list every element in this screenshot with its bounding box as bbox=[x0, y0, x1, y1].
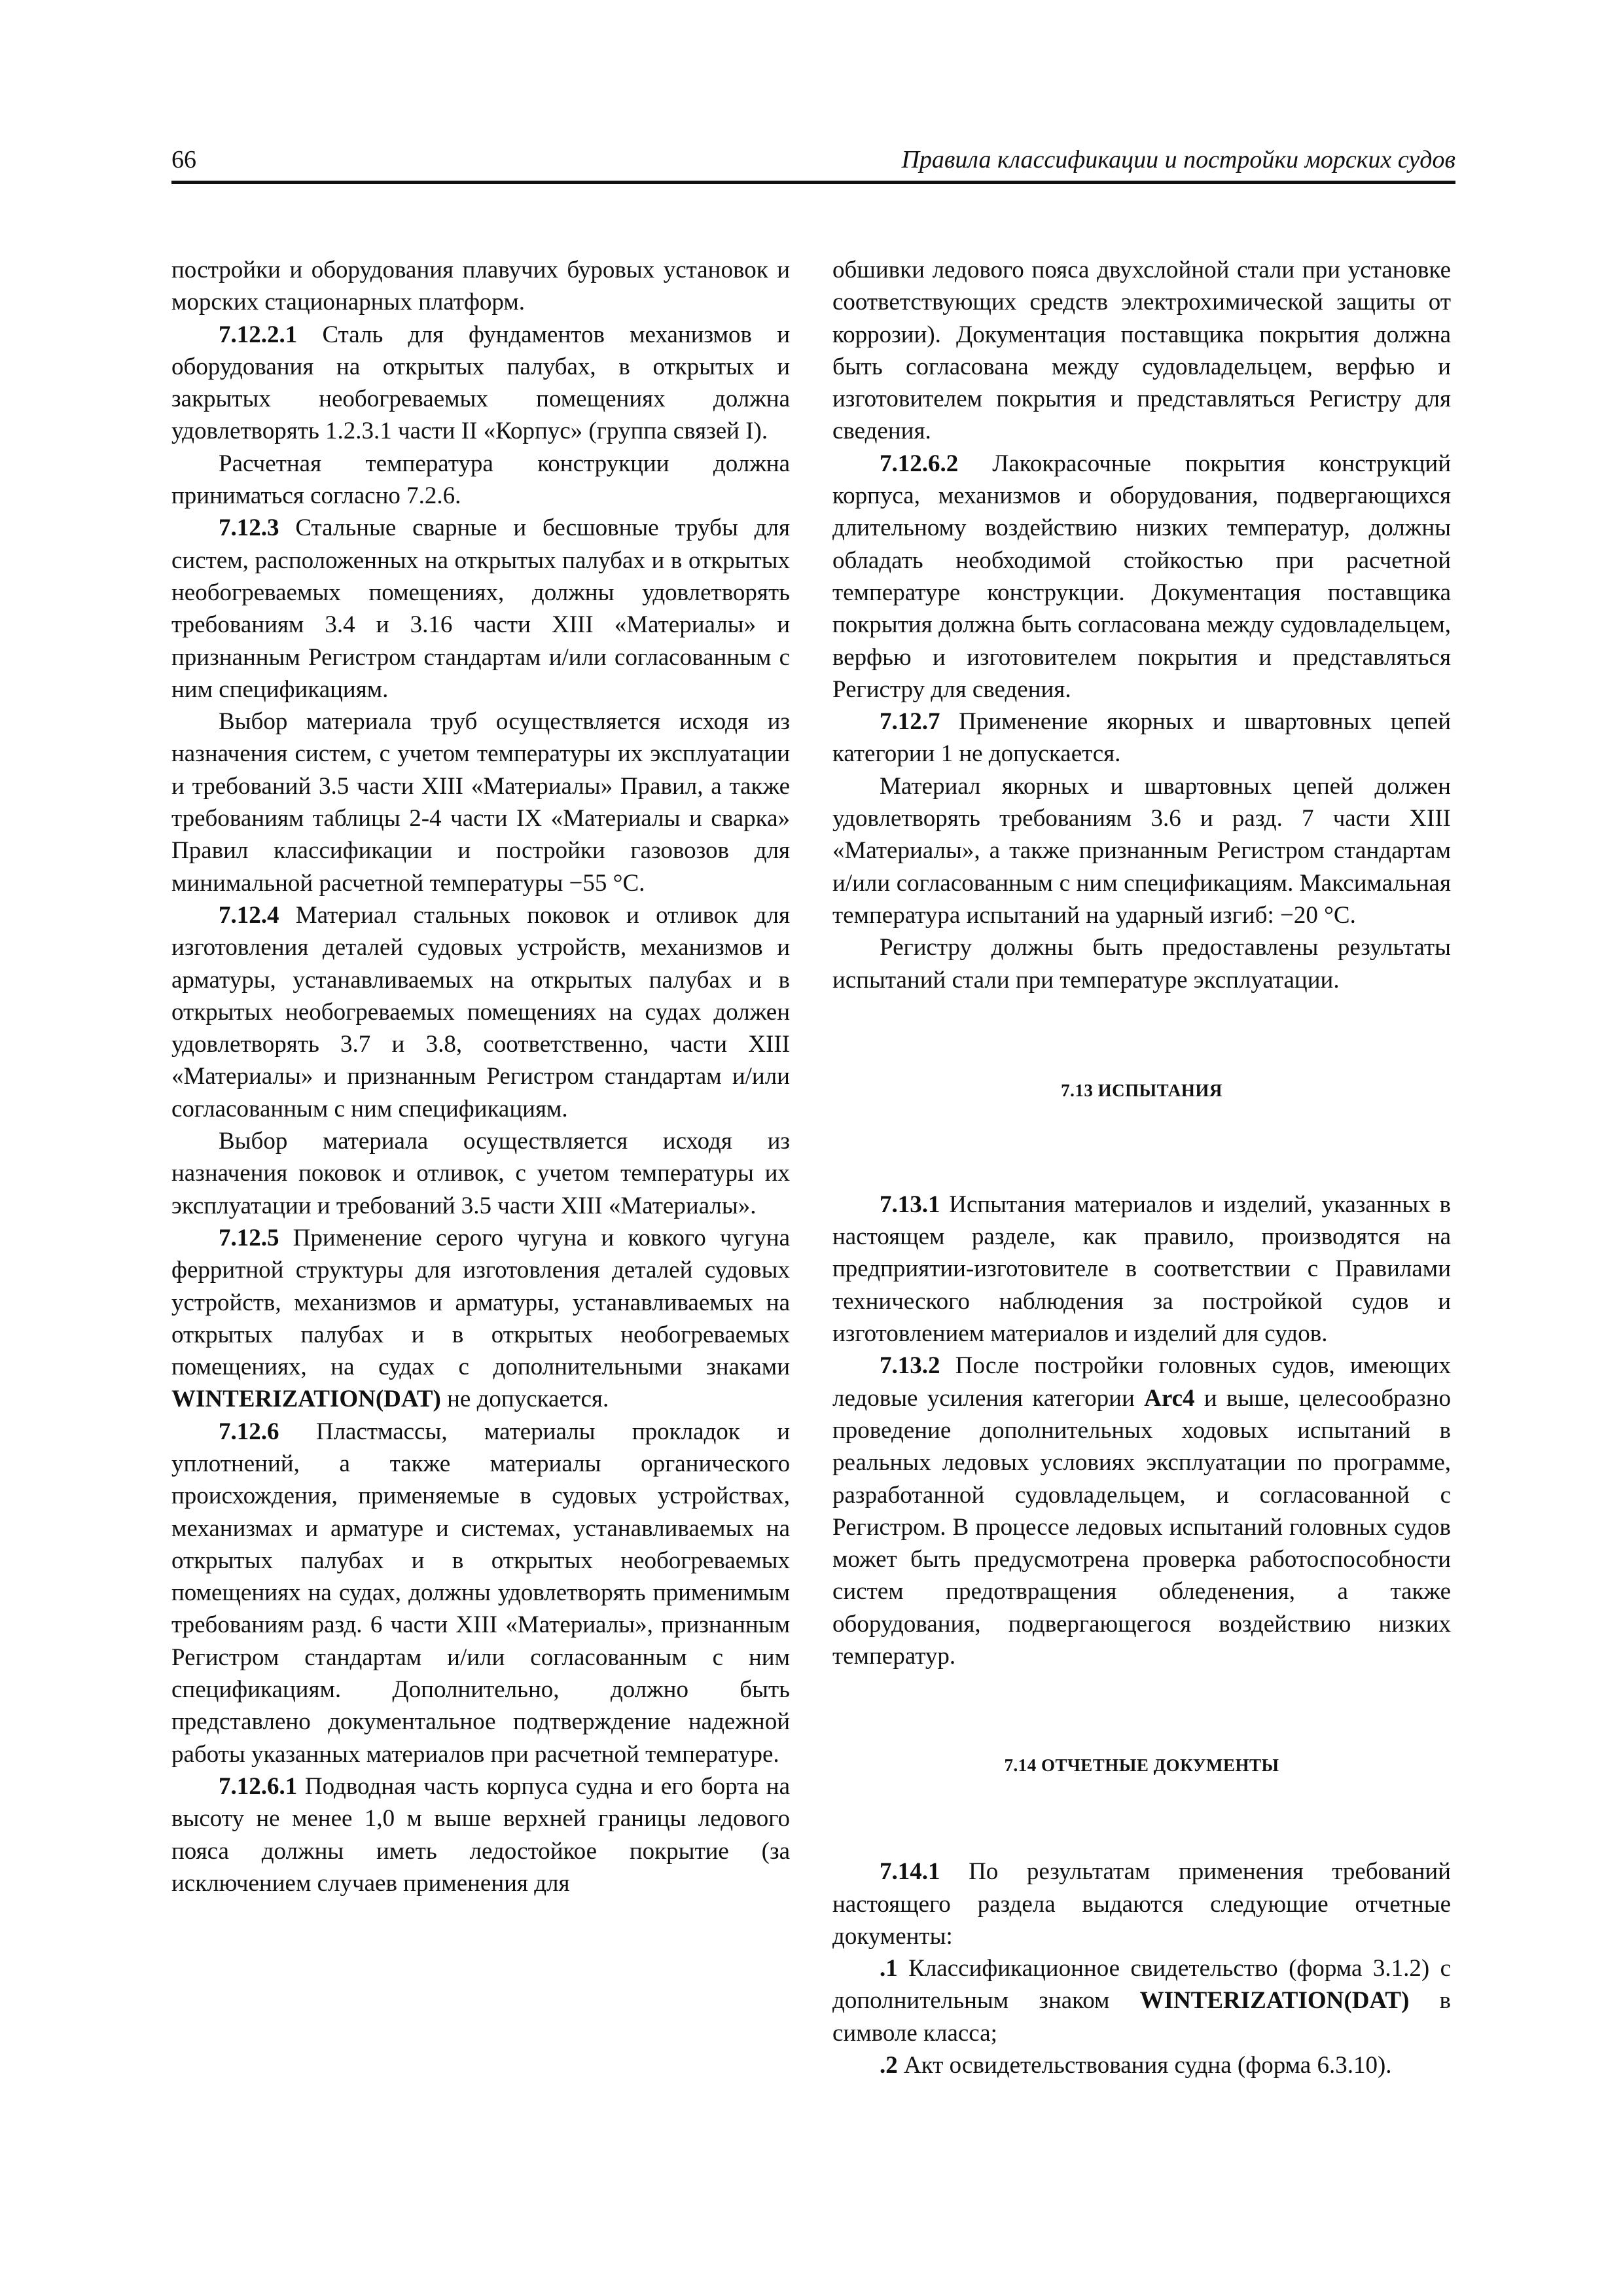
paragraph-7-14-1 bbox=[832, 1856, 1451, 1952]
clause-number: 7.12.4 bbox=[219, 901, 279, 929]
paragraph-text: Сталь для фундаментов механизмов и оборудования на открытых палубах, в открытых и закрытых необогреваемых помещениях должна удовлетворять 1.2.3.1 части II «Корпус» (группа связей I). bbox=[171, 321, 790, 445]
right-column bbox=[832, 254, 1451, 2081]
paragraph-7-12-2-1 bbox=[171, 319, 790, 448]
paragraph-text: Применение якорных и швартовных цепей категории 1 не допускается. bbox=[832, 708, 1451, 768]
running-title: Правила классификации и постройки морских судов bbox=[901, 146, 1455, 173]
paragraph-forging-material bbox=[171, 1125, 790, 1222]
paragraph-text: После постройки головных судов, имеющих ледовые усиления категории bbox=[832, 1352, 1451, 1412]
paragraph-text: Материал якорных и швартовных цепей должен удовлетворять требованиям 3.6 и разд. 7 части XIII «Материалы», а также признанным Регистром стандартам и/или согласованным с ним спецификациям. Максимальная температура испытаний на ударный изгиб: −20 °C. bbox=[832, 772, 1451, 929]
paragraph-chain-material bbox=[832, 770, 1451, 931]
paragraph-7-12-6-1 bbox=[171, 1770, 790, 1899]
paragraph-text: постройки и оборудования плавучих буровых установок и морских стационарных платформ. bbox=[171, 257, 790, 316]
paragraph-7-12-6-2 bbox=[832, 448, 1451, 706]
paragraph-7-12-7 bbox=[832, 706, 1451, 770]
section-heading-7-13: 7.13 ИСПЫТАНИЯ bbox=[1061, 1080, 1222, 1100]
paragraph-text: Стальные сварные и бесшовные трубы для систем, расположенных на открытых палубах и в открытых необогреваемых помещениях, должны удовлетворять требованиям 3.4 и 3.16 части XIII «Материалы» и признанным Регистром стандартам и/или согласованным с ним спецификациям. bbox=[171, 514, 790, 703]
section-heading-7-14: 7.14 ОТЧЕТНЫЕ ДОКУМЕНТЫ bbox=[1004, 1755, 1279, 1776]
class-notation: WINTERIZATION(DAT) bbox=[171, 1386, 441, 1413]
paragraph-text: Материал стальных поковок и отливок для изготовления деталей судовых устройств, механизмов и арматуры, устанавливаемых на открытых палубах и в открытых необогреваемых помещениях на судах должен удовлетворять 3.7 и 3.8, соответственно, части XIII «Материалы» и признанным Регистром стандартам и/или согласованным с ним спецификациям. bbox=[171, 901, 790, 1122]
paragraph-text: Выбор материала осуществляется исходя из назначения поковок и отливок, с учетом температуры их эксплуатации и требований 3.5 части XIII «Материалы». bbox=[171, 1128, 790, 1219]
paragraph-continued bbox=[171, 254, 790, 319]
clause-number: 7.14.1 bbox=[880, 1858, 940, 1886]
paragraph-text: Выбор материала труб осуществляется исходя из назначения систем, с учетом температуры их эксплуатации и требований 3.5 части XIII «Материалы» Правил, а также требованиям таблицы 2-4 части IX «Материалы и сварка» Правил классификации и постройки газовозов для минимальной расчетной температуры −55 °C. bbox=[171, 708, 790, 897]
paragraph-continued bbox=[832, 254, 1451, 448]
paragraph-text: Акт освидетельствования судна (форма 6.3.10). bbox=[897, 2052, 1392, 2079]
paragraph-text: Лакокрасочные покрытия конструкций корпуса, механизмов и оборудования, подвергающихся длительному воздействию низких температур, должны обладать необходимой стойкостью при расчетной температуре конструкции. Документация поставщика покрытия должна быть согласована между судовладельцем, верфью и изготовителем покрытия и представляться Регистру для сведения. bbox=[832, 450, 1451, 703]
paragraph-7-13-1 bbox=[832, 1189, 1451, 1350]
paragraph-text: Регистру должны быть предоставлены результаты испытаний стали при температуре эксплуатации. bbox=[832, 934, 1451, 994]
paragraph-text: Подводная часть корпуса судна и его борта на высоту не менее 1,0 м выше верхней границы ледового пояса должны иметь ледостойкое покрытие (за исключением случаев применения для bbox=[171, 1772, 790, 1897]
paragraph-7-12-5 bbox=[171, 1222, 790, 1416]
paragraph-text: не допускается. bbox=[440, 1386, 609, 1413]
clause-number: 7.12.3 bbox=[219, 514, 279, 542]
paragraph-text: По результатам применения требований настоящего раздела выдаются следующие отчетные документы: bbox=[832, 1858, 1451, 1950]
clause-number: 7.13.2 bbox=[880, 1352, 940, 1380]
paragraph-text: и выше, целесообразно проведение дополнительных ходовых испытаний в реальных ледовых условиях эксплуатации по программе, разработанной судовладельцем, и согласованной с Регистром. В процессе ледовых испытаний головных судов может быть предусмотрена проверка работоспособности систем предотвращения обледенения, а также оборудования, подвергающегося воздействию низких температур. bbox=[832, 1384, 1451, 1670]
left-column bbox=[171, 254, 790, 1899]
paragraph-design-temperature bbox=[171, 448, 790, 512]
ice-class-notation: Arc4 bbox=[1144, 1384, 1195, 1412]
list-item-1 bbox=[832, 1952, 1451, 2049]
clause-number: 7.12.2.1 bbox=[219, 321, 298, 348]
paragraph-text: Пластмассы, материалы прокладок и уплотнений, а также материалы органического происхождения, применяемые в судовых устройствах, механизмах и арматуре и системах, устанавливаемых на открытых палубах и в открытых необогреваемых помещениях на судах, должны удовлетворять применимым требованиям разд. 6 части XIII «Материалы», признанным Регистром стандартам и/или согласованным с ним спецификациям. Дополнительно, должно быть представлено документальное подтверждение надежной работы указанных материалов при расчетной температуре. bbox=[171, 1418, 790, 1768]
list-item-number: .2 bbox=[880, 2052, 898, 2079]
paragraph-text: Применение серого чугуна и ковкого чугуна ферритной структуры для изготовления деталей судовых устройств, механизмов и арматуры, устанавливаемых на открытых палубах и в открытых необогреваемых помещениях, на судах с дополнительными знаками bbox=[171, 1224, 790, 1381]
list-item-number: .1 bbox=[880, 1955, 898, 1982]
paragraph-7-12-6 bbox=[171, 1416, 790, 1770]
clause-number: 7.12.7 bbox=[880, 708, 940, 736]
paragraph-test-results bbox=[832, 931, 1451, 996]
clause-number: 7.13.1 bbox=[880, 1191, 940, 1218]
clause-number: 7.12.6.1 bbox=[219, 1772, 298, 1800]
clause-number: 7.12.5 bbox=[219, 1224, 279, 1251]
paragraph-7-12-3 bbox=[171, 512, 790, 706]
paragraph-7-13-2 bbox=[832, 1350, 1451, 1672]
paragraph-text: Расчетная температура конструкции должна приниматься согласно 7.2.6. bbox=[171, 450, 790, 510]
page-number: 66 bbox=[171, 146, 196, 173]
class-notation: WINTERIZATION(DAT) bbox=[1139, 1987, 1410, 2015]
paragraph-text: обшивки ледового пояса двухслойной стали при установке соответствующих средств электрохимической защиты от коррозии). Документация поставщика покрытия должна быть согласована между судовладельцем, верфью и изготовителем покрытия и представляться Регистру для сведения. bbox=[832, 257, 1451, 445]
paragraph-text: в символе класса; bbox=[832, 1987, 1451, 2047]
paragraph-text: Классификационное свидетельство (форма 3.1.2) с дополнительным знаком bbox=[832, 1955, 1451, 2015]
clause-number: 7.12.6 bbox=[219, 1418, 279, 1445]
paragraph-text: Испытания материалов и изделий, указанных в настоящем разделе, как правило, производятся на предприятии-изготовителе в соответствии с Правилами технического наблюдения за постройкой судов и изготовлением материалов и изделий для судов. bbox=[832, 1191, 1451, 1348]
page-header bbox=[171, 143, 1455, 184]
clause-number: 7.12.6.2 bbox=[880, 450, 959, 477]
paragraph-pipe-material bbox=[171, 706, 790, 899]
paragraph-7-12-4 bbox=[171, 899, 790, 1125]
list-item-2 bbox=[832, 2049, 1451, 2081]
